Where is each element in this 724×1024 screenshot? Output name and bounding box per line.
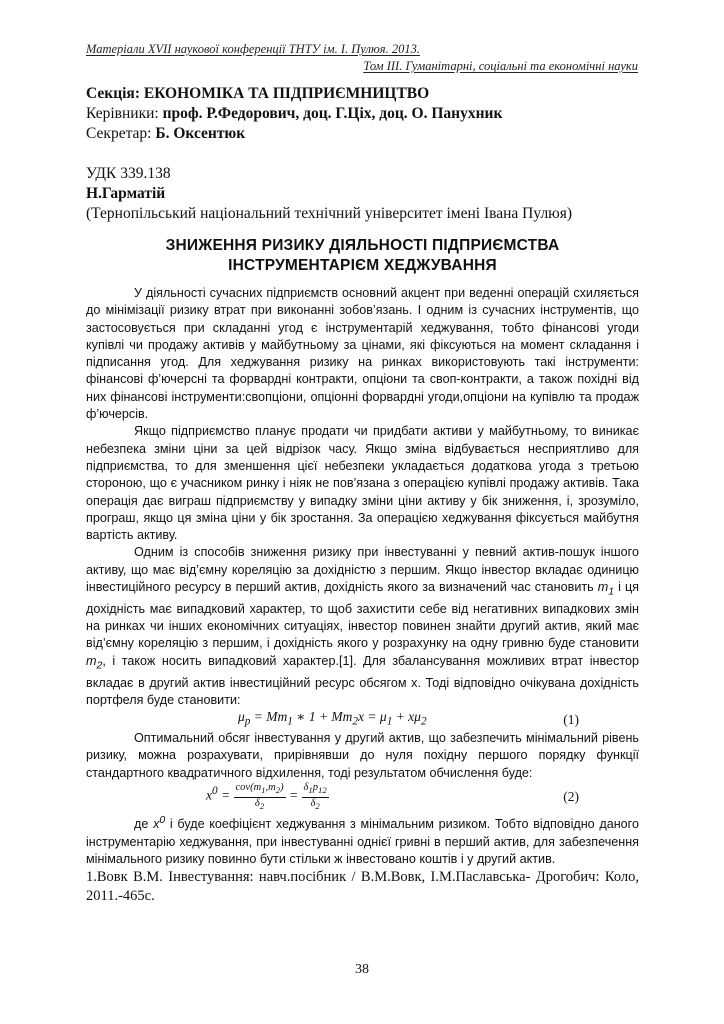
- section-line: [86, 84, 639, 104]
- reference-1: 1.Вовк В.М. Інвестування: навч.посібник / В.М.Вовк, І.М.Паславська- Дрогобич: Коло, 2011.-465с.: [86, 869, 639, 905]
- supervisors-names: проф. Р.Федорович, доц. Г.Ціх, доц. О. Панухник: [162, 105, 503, 122]
- article-body: [86, 285, 639, 906]
- author-affiliation: (Тернопільський національний технічний університет імені Івана Пулюя): [86, 205, 573, 222]
- running-header-conference: Матеріали XVІІ наукової конференції ТНТУ ім. І. Пулюя. 2013.: [86, 42, 420, 56]
- paragraph-2: Якщо підприємство планує продати чи придбати активи у майбутньому, то виникає небезпека зміни ціни за цей відрізок часу. Якщо зміна відбувається несприятливо для підприємства, то для зменшення цієї небезпеки укладається додаткова угода з третьою стороною, що є учасником ринку і ніяк не пов’язана з операцією купівлі продажу активів. Така операція дає виграш підприємству у випадку зміни ціни активу у бік зниження, і, зрозуміло, програш, якщо ця зміна ціни у бік зростання. За операцією хеджування фіксується майбутня вартість активу.: [86, 424, 639, 543]
- supervisors-label: Керівники:: [86, 105, 159, 122]
- section-name: ЕКОНОМІКА ТА ПІДПРИЄМНИЦТВО: [143, 85, 430, 102]
- paragraph-3: Одним із способів зниження ризику при інвестуванні у певний актив-пошук іншого активу, що має від’ємну кореляцію за дохідністю з першим. Якщо інвестор вкладає одиницю інвестиційного ресурсу в перший актив, дохідність якого за визначений час становить $m_1$ і ця дохідність має випадковий характер, то щоб захистити себе від негативних випадкових змін на ринках чи інших економічних ситуаціях, інвестор повинен знайти другий актив, який має від’ємну кореляцію з першим, і дохідність якого у розрахунку на одну гривню буде становити $m_2$, і також носить випадковий характер.[1]. Для збалансування можливих втрат інвестор вкладає в другий актив інвестиційний ресурс обсягом x. Тоді відповідно очікувана дохідність портфеля буде становити:: [86, 545, 639, 707]
- formula-1-expression: $\mu_p = Mm_1$ ∗ $1 + Mm_2x = \mu_1 + x\mu_2$: [238, 709, 427, 728]
- supervisors-line: [86, 104, 639, 124]
- math-x0: $x^0$: [153, 814, 166, 832]
- formula-2: [86, 783, 639, 811]
- title-line-2: ІНСТРУМЕНТАРІЄМ ХЕДЖУВАННЯ: [228, 257, 497, 274]
- section-info: [86, 84, 639, 144]
- secretary-name: Б. Оксентюк: [155, 125, 246, 142]
- article-meta: [86, 164, 639, 224]
- author-name: Н.Гарматій: [86, 185, 166, 202]
- formula-2-expression: $x^0$ = $cov(m_1,m_2)$ $\delta_2$ = $\frac{\delta_1p_{12}}{\delta_2}$: [206, 782, 327, 811]
- paragraph-4: Оптимальний обсяг інвестування у другий актив, що забезпечить мінімальний рівень ризику, можна розрахувати, прирівнявши до нуля похідну першого порядку функції стандартного квадратичного відхилення, тоді результатом обчислення буде:: [86, 731, 639, 780]
- math-m1: $m_1$: [597, 580, 615, 598]
- udk-code: УДК 339.138: [86, 165, 171, 182]
- paragraph-1: У діяльності сучасних підприємств основний акцент при веденні операцій схиляється до мінімізації ризику втрат при виконанні зобов’язань. І одним із сучасних інструментів, що застосовується при складанні угод є інструментарій хеджування, тобто фінансові угоди купівлі чи продажу активів у майбутньому за цінами, які фіксуються на момент складання і підписання угод. Для хеджування ризику на ринках використовують такі інструменти: фінансові ф’ючерсні та форвардні контракти, опціони та своп-контракти, а також похідні від них фінансові інструменти:свопціони, опціонні форвардні угоди,опціони на купівлю та продаж ф’ючерсів.: [86, 286, 639, 422]
- paragraph-5: де $x^0$ і буде коефіцієнт хеджування з мінімальним ризиком. Тобто відповідно даного інструментарію хеджування, при інвестуванні однієї гривні в перший актив, для забезпечення мінімального ризику повинно бути стільки ж інвестовано коштів і у другий актив.: [86, 814, 640, 866]
- formula-1-number: (1): [563, 712, 579, 727]
- formula-2-number: (2): [563, 789, 579, 805]
- article-title: [86, 236, 639, 276]
- section-label: Секція:: [86, 85, 140, 102]
- secretary-line: [86, 124, 639, 144]
- formula-1: [86, 710, 639, 729]
- title-line-1: ЗНИЖЕННЯ РИЗИКУ ДІЯЛЬНОСТІ ПІДПРИЄМСТВА: [165, 237, 560, 254]
- math-m2: $m_2$: [86, 653, 103, 672]
- running-header-volume: Том ІІІ. Гуманітарні, соціальні та економічні науки: [363, 59, 638, 73]
- page-number: 38: [355, 962, 369, 977]
- secretary-label: Секретар:: [86, 125, 152, 142]
